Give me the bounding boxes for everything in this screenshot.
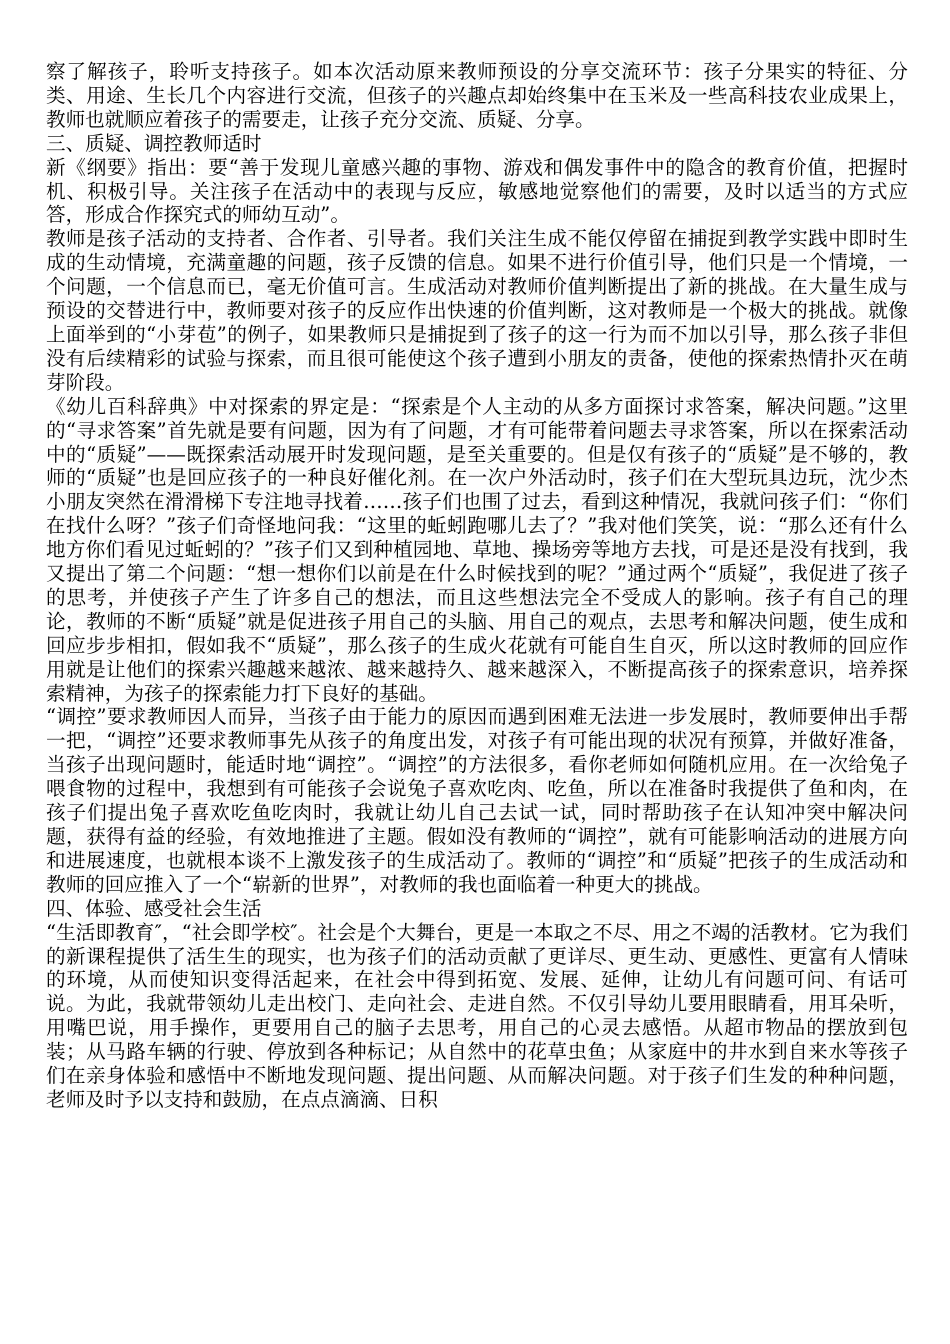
section-heading-3: 三、质疑、调控教师适时	[46, 131, 262, 155]
paragraph-questioning: 《幼儿百科辞典》中对探索的界定是：“探索是个人主动的从多方面探讨求答案，解决问题。”这里的“寻求答案”首先就是要有问题，因为有了问题，才有可能带着问题去寻求答案，所以在探索活动中的“质疑”——既探索活动展开时发现问题，是至关重要的。但是仅有孩子的“质疑”是不够的，教师的“质疑”也是回应孩子的一种良好催化剂。在一次户外活动时，孩子们在大型玩具边玩，沈少杰小朋友突然在滑滑梯下专注地寻找着……孩子们也围了过去，看到这种情况，我就问孩子们：“你们在找什么呀？”孩子们奇怪地问我：“这里的蚯蚓跑哪儿去了？”我对他们笑笑，说：“那么还有什么地方你们看见过蚯蚓的？”孩子们又到种植园地、草地、操场旁等地方去找，可是还是没有找到，我又提出了第二个问题：“想一想你们以前是在什么时候找到的呢？”通过两个“质疑”，我促进了孩子的思考，并使孩子产生了许多自己的想法，而且这些想法完全不受成人的影响。孩子有自己的理论，教师的不断“质疑”就是促进孩子用自己的头脑、用自己的观点，去思考和解决问题，使生成和回应步步相扣，假如我不“质疑”，那么孩子的生成火花就有可能自生自灭，所以这时教师的回应作用就是让他们的探索兴趣越来越浓、越来越持久、越来越深入，不断提高孩子的探索意识，培养探索精神，为孩子的探索能力打下良好的基础。	[46, 394, 908, 705]
paragraph-guideline-quote: 新《纲要》指出：要“善于发现儿童感兴趣的事物、游戏和偶发事件中的隐含的教育价值，把握时机、积极引导。关注孩子在活动中的表现与反应，敏感地觉察他们的需要，及时以适当的方式应答，形成合作探究式的师幼互动”。	[46, 155, 908, 227]
paragraph-social-life: “生活即教育″，“社会即学校″。社会是个大舞台，更是一本取之不尽、用之不竭的活教材。它为我们的新课程提供了活生生的现实，也为孩子们的活动贡献了更详尽、更生动、更感性、更富有人情味的环境，从而使知识变得活起来，在社会中得到拓宽、发展、延伸，让幼儿有问题可问、有话可说。为此，我就带领幼儿走出校门、走向社会、走进自然。不仅引导幼儿要用眼睛看，用耳朵听，用嘴巴说，用手操作，更要用自己的脑子去思考，用自己的心灵去感悟。从超市物品的摆放到包装；从马路车辆的行驶、停放到各种标记；从自然中的花草虫鱼；从家庭中的井水到自来水等孩子们在亲身体验和感悟中不断地发现问题、提出问题、从而解决问题。对于孩子们生发的种种问题，老师及时予以支持和鼓励，在点点滴滴、日积	[46, 920, 908, 1111]
section-heading-4: 四、体验、感受社会生活	[46, 896, 262, 920]
paragraph-regulation: “调控”要求教师因人而异，当孩子由于能力的原因而遇到困难无法进一步发展时，教师要伸出手帮一把，“调控”还要求教师事先从孩子的角度出发，对孩子有可能出现的状况有预算，并做好准备，当孩子出现问题时，能适时地“调控”。“调控”的方法很多，看你老师如何随机应用。在一次给兔子喂食物的过程中，我想到有可能孩子会说兔子喜欢吃肉、吃鱼，所以在准备时我提供了鱼和肉，在孩子们提出兔子喜欢吃鱼吃肉时，我就让幼儿自己去试一试，同时帮助孩子在认知冲突中解决问题，获得有益的经验，有效地推进了主题。假如没有教师的“调控”，就有可能影响活动的进展方向和进展速度，也就根本谈不上激发孩子的生成活动了。教师的“调控”和“质疑”把孩子的生成活动和教师的回应推入了一个“崭新的世界”，对教师的我也面临着一种更大的挑战。	[46, 705, 908, 896]
paragraph-intro: 察了解孩子，聆听支持孩子。如本次活动原来教师预设的分享交流环节：孩子分果实的特征、分类、用途、生长几个内容进行交流，但孩子的兴趣点却始终集中在玉米及一些高科技农业成果上，教师也就顺应着孩子的需要走，让孩子充分交流、质疑、分享。	[46, 60, 908, 131]
paragraph-teacher-role: 教师是孩子活动的支持者、合作者、引导者。我们关注生成不能仅停留在捕捉到教学实践中即时生成的生动情境，充满童趣的问题，孩子反馈的信息。如果不进行价值引导，他们只是一个情境，一个问题，一个信息而已，毫无价值可言。生成活动对教师价值判断提出了新的挑战。在大量生成与预设的交替进行中，教师要对孩子的反应作出快速的价值判断，这对教师是一个极大的挑战。就像上面举到的“小芽苞”的例子，如果教师只是捕捉到了孩子的这一行为而不加以引导，那么孩子非但没有后续精彩的试验与探索，而且很可能使这个孩子遭到小朋友的责备，使他的探索热情扑灭在萌芽阶段。	[46, 227, 908, 394]
